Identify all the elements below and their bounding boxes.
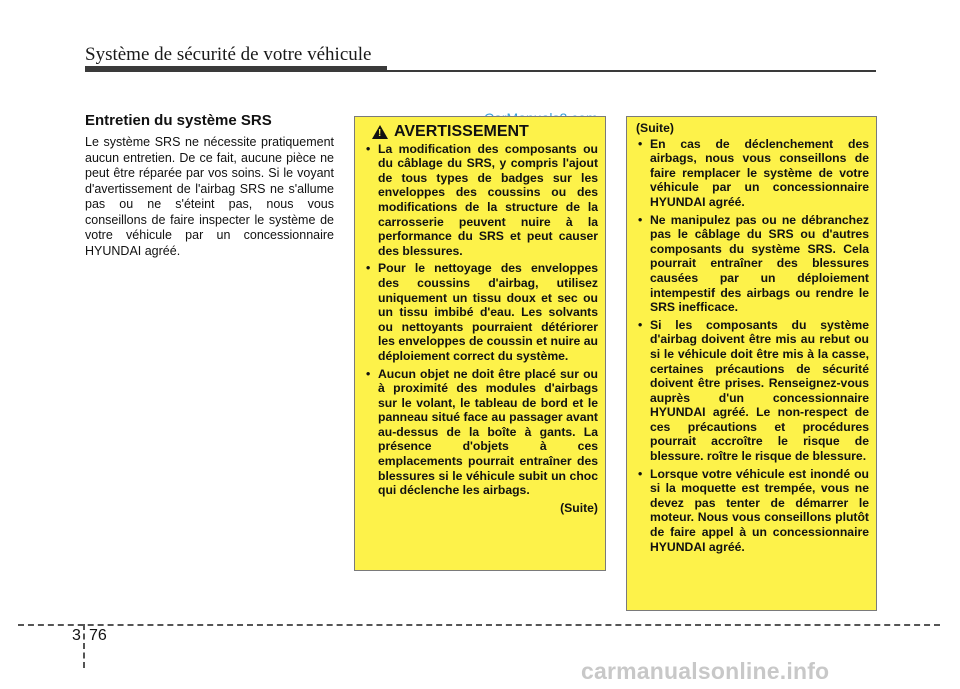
- maintenance-section: [85, 112, 334, 259]
- chapter-number: 3: [72, 627, 81, 644]
- page-header-title: Système de sécurité de votre véhicule: [85, 44, 372, 65]
- header-rule-thick: [85, 66, 387, 72]
- list-item: • Ne manipulez pas ou ne débranchez pas le câblage du SRS ou d'autres composants du système SRS. Cela pourrait entraîner des blessures causées par un déploiement intempestif des airbags ou rendre le SRS inefficace.: [636, 213, 869, 315]
- continued-label: (Suite): [560, 500, 598, 515]
- warning-box-left: [354, 116, 606, 571]
- footer-dashed-rule: [18, 624, 940, 626]
- warning-list-right: [636, 137, 869, 555]
- list-item: • La modification des composants ou du câblage du SRS, y compris l'ajout de tous types de badges sur les enveloppes des coussins ou des modifications de la structure de la carrosserie peuvent nuire à la performance du SRS et peut causer des blessures.: [364, 142, 598, 259]
- page-number: 76: [89, 627, 107, 644]
- warning-box-right: [626, 116, 877, 611]
- list-item: • Pour le nettoyage des enveloppes des coussins d'airbag, utilisez uniquement un tissu doux et sec ou un tissu imbibé d'eau. Les solvants ou nettoyants pourraient détériorer les enveloppes de coussin et nuire au déploiement correct du système.: [364, 261, 598, 363]
- list-item: • Si les composants du système d'airbag doivent être mis au rebut ou si le véhicule doit être mis à la casse, certaines précautions de sécurité doivent être prises. Renseignez-vous auprès d'un concessionnaire HYUNDAI agréé. Le non-respect de ces précautions et procédures pourrait accroître le risque de blessure. roître le risque de blessure.: [636, 318, 869, 464]
- continued-from-label: (Suite): [636, 121, 674, 135]
- section-heading: Entretien du système SRS: [85, 112, 272, 129]
- watermark-bottom[interactable]: carmanualsonline.info: [581, 658, 830, 684]
- section-body: Le système SRS ne nécessite pratiquement aucun entretien. De ce fait, aucune pièce ne peut être réparée par vos soins. Si le voyant d'avertissement de l'airbag SRS ne s'allume pas ou ne s'éteint pas, nous vous conseillons de faire inspecter le système de votre véhicule par un concessionnaire HYUNDAI agréé.: [85, 135, 334, 258]
- warning-header: [364, 125, 598, 140]
- warning-triangle-icon: [372, 125, 388, 139]
- footer-vertical-rule: [83, 624, 85, 668]
- list-item: • Lorsque votre véhicule est inondé ou si la moquette est trempée, vous ne devez pas tenter de démarrer le moteur. Nous vous conseillons plutôt de faire appel à un concessionnaire HYUNDAI agréé.: [636, 467, 869, 555]
- list-item: • Aucun objet ne doit être placé sur ou à proximité des modules d'airbags sur le volant, le tableau de bord et le panneau situé face au passager avant au-dessus de la boîte à gants. La présence d'objets à ces emplacements pourrait entraîner des blessures si le véhicule subit un choc qui déclenche les airbags.: [364, 367, 598, 498]
- warning-list-left: [364, 142, 598, 498]
- header-rule-thin: [387, 70, 876, 72]
- list-item: • En cas de déclenchement des airbags, nous vous conseillons de faire remplacer le système de votre véhicule par un concessionnaire HYUNDAI agréé.: [636, 137, 869, 210]
- warning-title: AVERTISSEMENT: [394, 123, 529, 140]
